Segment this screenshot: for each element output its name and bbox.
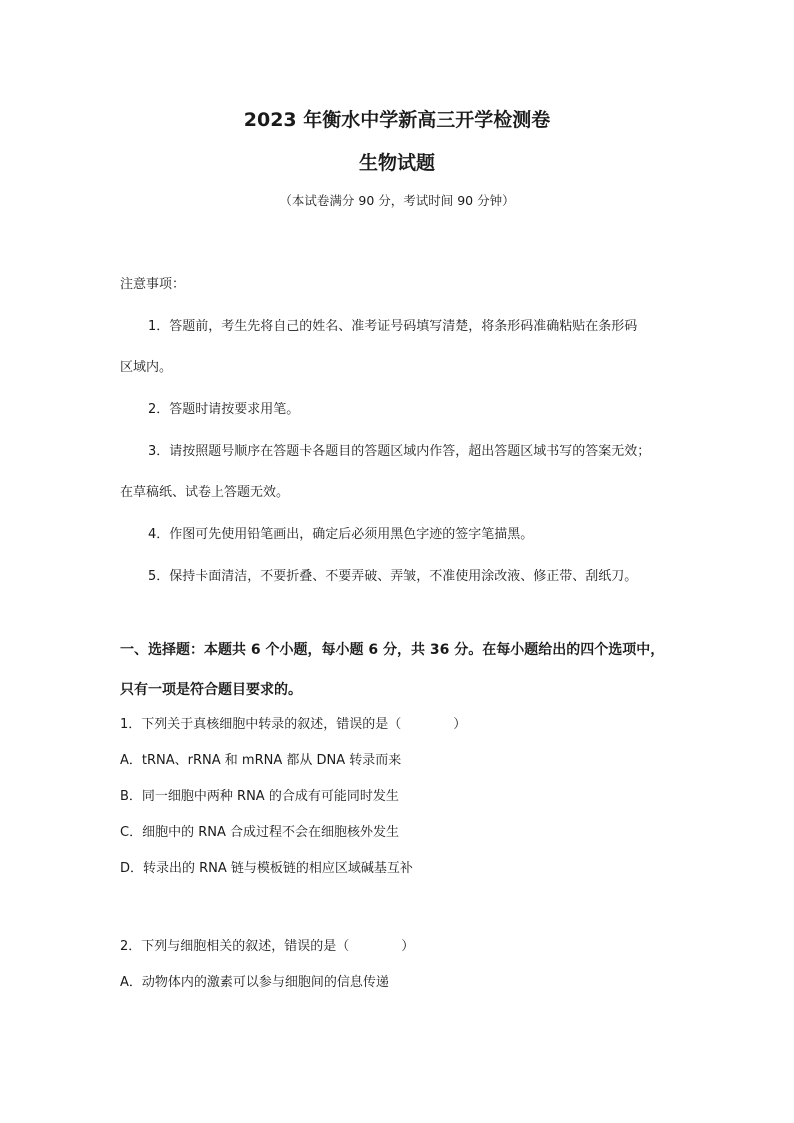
notice-item: 1．答题前，考生先将自己的姓名、准考证号码填写清楚，将条形码准确粘贴在条形码 <box>148 319 638 334</box>
section-heading-cont: 只有一项是符合题目要求的。 <box>120 682 302 698</box>
option-d: D．转录出的 RNA 链与模板链的相应区域碱基互补 <box>120 861 413 876</box>
exam-title: 2023 年衡水中学新高三开学检测卷 <box>243 109 551 131</box>
question-1-stem <box>120 716 466 734</box>
stem-close: ） <box>453 717 467 732</box>
notice-item: 5．保持卡面清洁，不要折叠、不要弄破、弄皱，不准使用涂改液、修正带、刮纸刀。 <box>148 569 638 584</box>
section-heading: 一、选择题：本题共 6 个小题，每小题 6 分，共 36 分。在每小题给出的四个选项中， <box>120 642 665 658</box>
question-stem-text: 2．下列与细胞相关的叙述，错误的是（ <box>120 939 350 954</box>
subject-title: 生物试题 <box>358 152 435 174</box>
notice-heading: 注意事项： <box>120 277 186 292</box>
exam-note: （本试卷满分 90 分，考试时间 90 分钟） <box>279 193 515 208</box>
stem-close: ） <box>401 939 415 954</box>
question-2-stem <box>120 938 414 956</box>
question-stem-text: 1．下列关于真核细胞中转录的叙述，错误的是（ <box>120 717 402 732</box>
option-b: B．同一细胞中两种 RNA 的合成有可能同时发生 <box>120 789 399 804</box>
option-a: A．动物体内的激素可以参与细胞间的信息传递 <box>120 975 389 990</box>
option-a: A．tRNA、rRNA 和 mRNA 都从 DNA 转录而来 <box>120 753 402 768</box>
notice-item: 3．请按照题号顺序在答题卡各题目的答题区域内作答，超出答题区域书写的答案无效； <box>148 444 651 459</box>
notice-item: 4．作图可先使用铅笔画出，确定后必须用黑色字迹的签字笔描黑。 <box>148 527 534 542</box>
notice-item: 区域内。 <box>120 360 173 375</box>
option-c: C．细胞中的 RNA 合成过程不会在细胞核外发生 <box>120 825 399 840</box>
notice-item: 2．答题时请按要求用笔。 <box>148 402 300 417</box>
notice-item: 在草稿纸、试卷上答题无效。 <box>120 485 290 500</box>
